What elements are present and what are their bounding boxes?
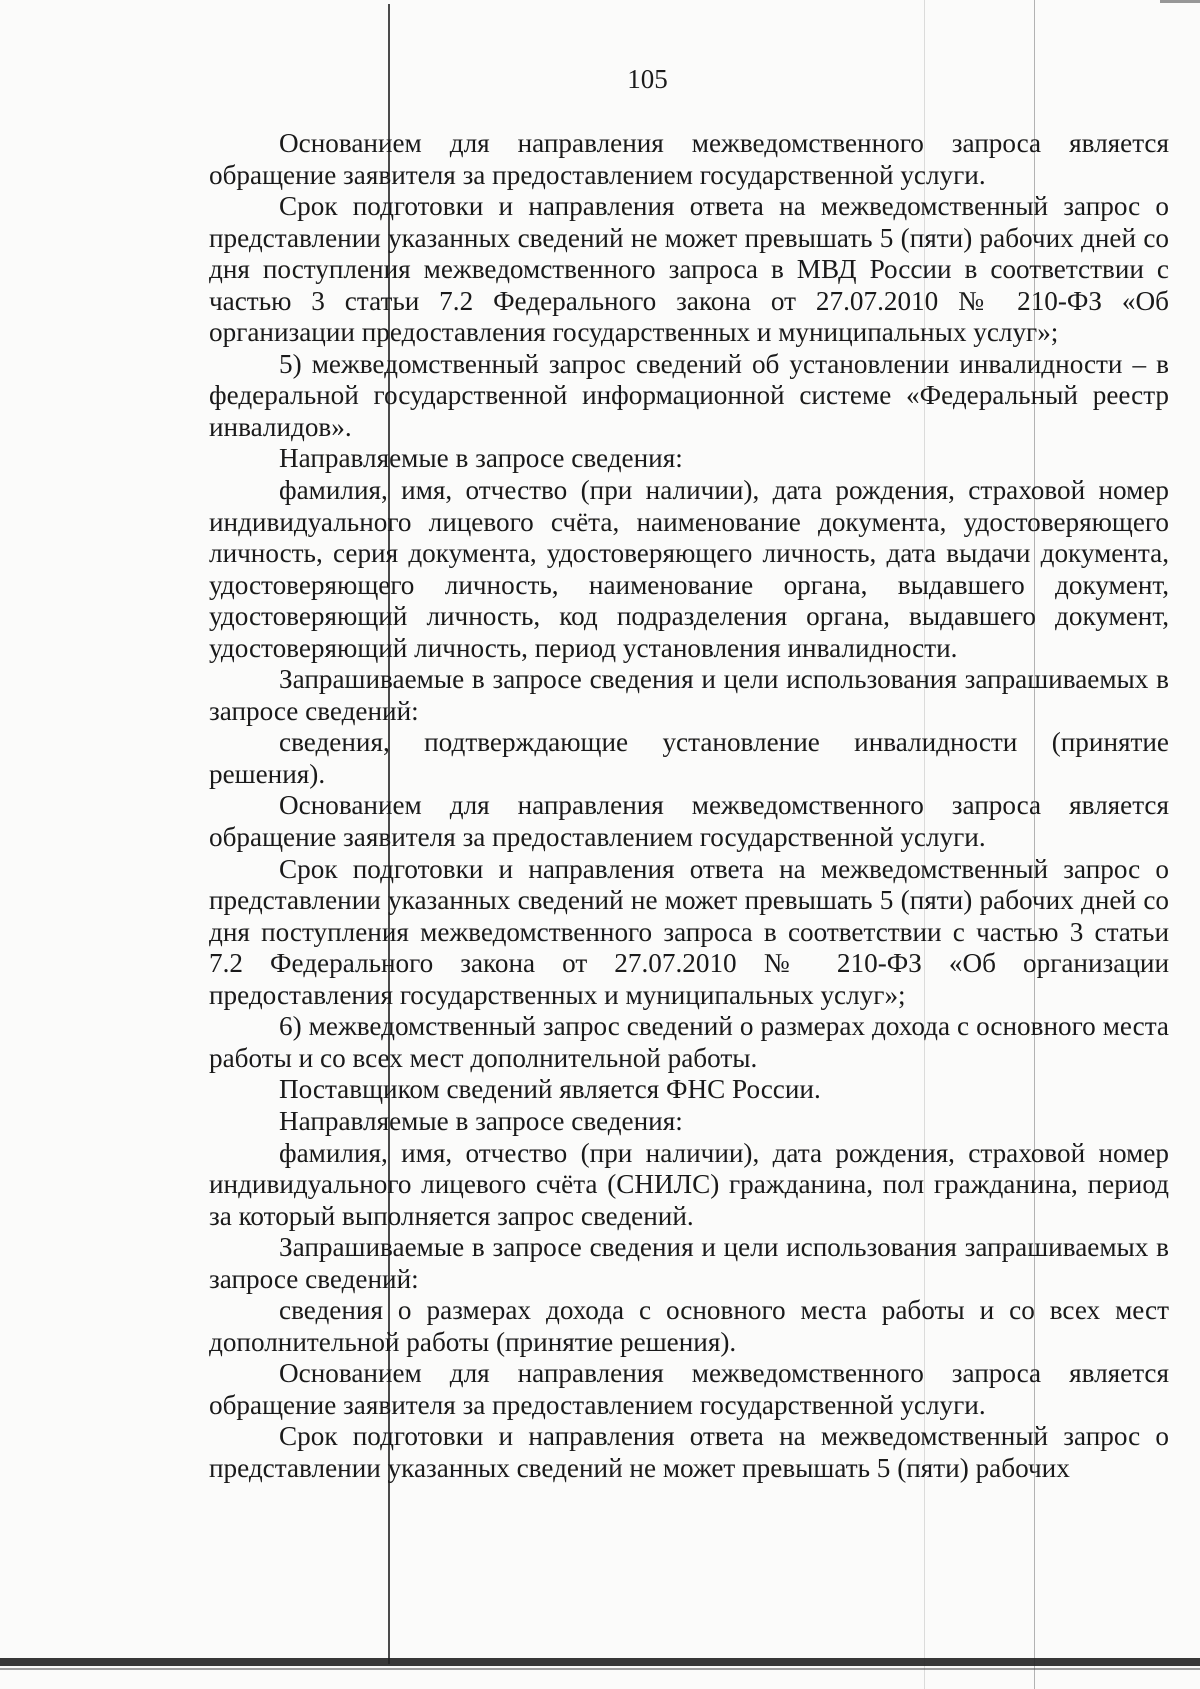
paragraph: Направляемые в запросе сведения: xyxy=(279,1105,683,1136)
paragraph: Направляемые в запросе сведения: xyxy=(279,443,683,474)
paragraph: сведения, подтверждающие установление инвалидности (принятие решения). xyxy=(209,727,1169,789)
paragraph: фамилия, имя, отчество (при наличии), дата рождения, страховой номер индивидуального лицевого счёта (СНИЛС) гражданина, пол гражданина, период за который выполняется запрос сведений. xyxy=(209,1137,1169,1231)
paragraph: Срок подготовки и направления ответа на межведомственный запрос о представлении указанных сведений не может превышать 5 (пяти) рабочих дней со дня поступления межведомственного запроса в соответствии с частью 3 статьи 7.2 Федерального закона от 27.07.2010 № 210-ФЗ «Об организации предоставления государственных и муниципальных услуг»; xyxy=(209,853,1169,1010)
paragraph: 6) межведомственный запрос сведений о размерах дохода с основного места работы и со всех мест дополнительной работы. xyxy=(209,1011,1169,1073)
page-number: 105 xyxy=(627,64,668,94)
paragraph: сведения о размерах дохода с основного места работы и со всех мест дополнительной работы (принятие решения). xyxy=(209,1295,1169,1357)
scan-artifact-bottom-edge xyxy=(0,1668,1200,1670)
paragraph: Основанием для направления межведомственного запроса является обращение заявителя за предоставлением государственной услуги. xyxy=(209,1358,1169,1420)
paragraph: Основанием для направления межведомственного запроса является обращение заявителя за предоставлением государственной услуги. xyxy=(209,790,1169,853)
paragraph: фамилия, имя, отчество (при наличии), дата рождения, страховой номер индивидуального лицевого счёта, наименование документа, удостоверяющего личность, серия документа, удостоверяющего личность, дата выдачи документа, удостоверяющего личность, наименование органа, выдавшего документ, удостоверяющий личность, код подразделения органа, выдавшего документ, удостоверяющий личность, период установления инвалидности. xyxy=(209,475,1169,663)
paragraph: Основанием для направления межведомственного запроса является обращение заявителя за предоставлением государственной услуги. xyxy=(209,128,1169,190)
paragraph: 5) межведомственный запрос сведений об установлении инвалидности – в федеральной государственной информационной системе «Федеральный реестр инвалидов». xyxy=(209,348,1169,442)
document-body xyxy=(209,128,1169,1485)
scan-artifact-top-edge xyxy=(1160,0,1200,3)
paragraph: Запрашиваемые в запросе сведения и цели использования запрашиваемых в запросе сведений: xyxy=(209,1232,1169,1294)
paragraph: Срок подготовки и направления ответа на межведомственный запрос о представлении указанных сведений не может превышать 5 (пяти) рабочих xyxy=(209,1421,1169,1483)
scan-artifact-bottom-edge xyxy=(0,1658,1200,1666)
paragraph: Срок подготовки и направления ответа на межведомственный запрос о представлении указанных сведений не может превышать 5 (пяти) рабочих дней со дня поступления межведомственного запроса в МВД России в соответствии с частью 3 статьи 7.2 Федерального закона от 27.07.2010 № 210-ФЗ «Об организации предоставления государственных и муниципальных услуг»; xyxy=(209,191,1169,348)
paragraph: Запрашиваемые в запросе сведения и цели использования запрашиваемых в запросе сведений: xyxy=(209,664,1169,726)
paragraph: Поставщиком сведений является ФНС России. xyxy=(279,1074,821,1105)
